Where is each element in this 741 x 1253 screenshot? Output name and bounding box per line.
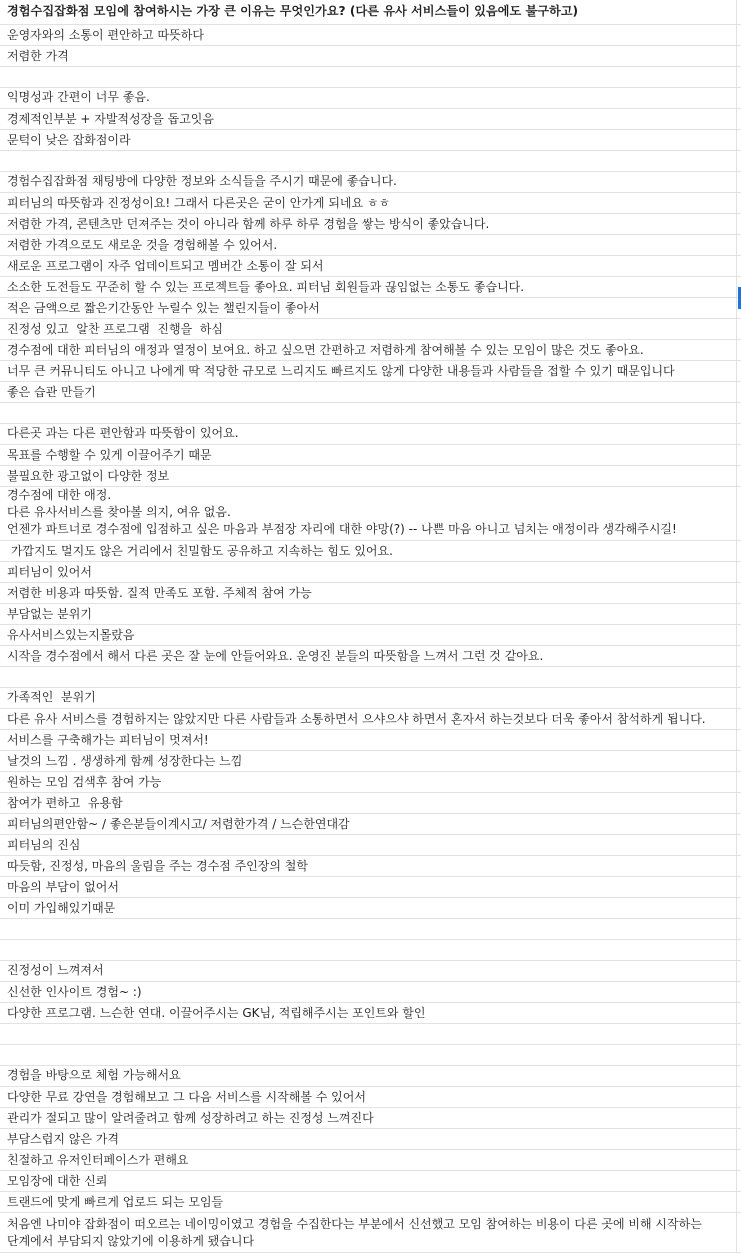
response-cell[interactable]: 경수점에 대한 피터님의 애정과 열정이 보여요. 하고 싶으면 간편하고 저렴하게 참여해볼 수 있는 모임이 많은 것도 좋아요. (0, 340, 737, 360)
response-cell[interactable]: 처음엔 나미야 잡화점이 떠오르는 네이밍이였고 경험을 수집한다는 부분에서 신선했고 모임 참여하는 비용이 다른 곳에 비해 시작하는 단계에서 부담되지 않았기에 이용하게 됐습니다 (0, 1213, 737, 1252)
response-cell[interactable]: 피터님의 진심 (0, 835, 737, 855)
table-row (0, 772, 741, 793)
table-row (0, 1003, 741, 1024)
table-row (0, 688, 741, 709)
response-cell[interactable] (0, 1024, 737, 1044)
table-row (0, 67, 741, 88)
response-cell[interactable]: 부담없는 분위기 (0, 604, 737, 624)
response-cell[interactable]: 목표를 수행할 수 있게 이끌어주기 때문 (0, 445, 737, 465)
response-cell[interactable]: 익명성과 간편이 너무 좋음. (0, 88, 737, 108)
response-cell[interactable]: 운영자와의 소통이 편안하고 따뜻하다 (0, 25, 737, 45)
table-row (0, 445, 741, 466)
response-cell[interactable]: 문턱이 낮은 잡화점이라 (0, 130, 737, 150)
response-cell[interactable]: 모임장에 대한 신뢰 (0, 1171, 737, 1191)
table-row (0, 235, 741, 256)
table-row (0, 151, 741, 172)
table-row (0, 46, 741, 67)
table-row (0, 172, 741, 193)
response-cell[interactable]: 경수점에 대한 애정. 다른 유사서비스를 찾아볼 의지, 여유 없음. 언젠가 파트너로 경수점에 입점하고 싶은 마음과 부점장 자리에 대한 야망(?) -- 나쁜 마음 아니고 넘치는 애정이라 생각해주시길! (0, 487, 737, 540)
response-cell[interactable]: 새로운 프로그램이 자주 업데이트되고 멤버간 소통이 잘 되서 (0, 256, 737, 276)
response-cell[interactable]: 경험수집잡화점 채팅방에 다양한 정보와 소식들을 주시기 때문에 좋습니다. (0, 172, 737, 192)
table-row (0, 961, 741, 982)
table-row (0, 130, 741, 151)
table-row (0, 193, 741, 214)
response-cell[interactable]: 유사서비스있는지몰랐음 (0, 625, 737, 645)
table-row (0, 856, 741, 877)
response-cell[interactable]: 피터님의 따뜻함과 진정성이요! 그래서 다른곳은 굳이 안가게 되네요 ㅎㅎ (0, 193, 737, 213)
response-cell[interactable]: 저렴한 가격으로도 새로운 것을 경험해볼 수 있어서. (0, 235, 737, 255)
response-cell[interactable]: 너무 큰 커뮤니티도 아니고 나에게 딱 적당한 규모로 느리지도 빠르지도 않게 다양한 내용들과 사람들을 접할 수 있기 때문입니다 (0, 361, 737, 381)
table-row (0, 1087, 741, 1108)
response-cell[interactable]: 가깝지도 멀지도 않은 거리에서 친밀함도 공유하고 지속하는 힘도 있어요. (0, 541, 737, 561)
response-cell[interactable]: 관리가 절되고 많이 알려줄려고 함께 성장하려고 하는 진정성 느껴진다 (0, 1108, 737, 1128)
response-cell[interactable]: 서비스를 구축해가는 피터님이 멋져서! (0, 730, 737, 750)
table-row (0, 298, 741, 319)
table-row (0, 1045, 741, 1066)
response-cell[interactable]: 이미 가입해있기때문 (0, 898, 737, 918)
table-row (0, 109, 741, 130)
table-row (0, 88, 741, 109)
table-row (0, 256, 741, 277)
table-row (0, 583, 741, 604)
table-row (0, 361, 741, 382)
response-cell[interactable]: 마음의 부담이 없어서 (0, 877, 737, 897)
table-row (0, 730, 741, 751)
header-row (0, 0, 741, 25)
table-row (0, 1192, 741, 1213)
table-row (0, 340, 741, 361)
response-cell[interactable] (0, 940, 737, 960)
response-cell[interactable] (0, 667, 737, 687)
response-rows (0, 25, 741, 1253)
response-cell[interactable]: 날것의 느낌 . 생생하게 함께 성장한다는 느낌 (0, 751, 737, 771)
response-cell[interactable]: 부담스럽지 않은 가격 (0, 1129, 737, 1149)
table-row (0, 403, 741, 424)
table-row (0, 877, 741, 898)
response-cell[interactable]: 저렴한 가격 (0, 46, 737, 66)
table-row (0, 541, 741, 562)
table-row (0, 1129, 741, 1150)
response-cell[interactable]: 다른 유사 서비스를 경험하지는 않았지만 다른 사람들과 소통하면서 으샤으샤 하면서 혼자서 하는것보다 더욱 좋아서 참석하게 됩니다. (0, 709, 737, 729)
response-cell[interactable]: 경제적인부분 + 자발적성장을 돕고잇음 (0, 109, 737, 129)
table-row (0, 982, 741, 1003)
table-row (0, 25, 741, 46)
table-row (0, 214, 741, 235)
table-row (0, 1213, 741, 1253)
response-cell[interactable]: 시작을 경수점에서 해서 다른 곳은 잘 눈에 안들어와요. 운영진 분들의 따뜻함을 느껴서 그런 것 같아요. (0, 646, 737, 666)
response-cell[interactable]: 저렴한 가격, 콘텐츠만 던져주는 것이 아니라 함께 하루 하루 경험을 쌓는 방식이 좋았습니다. (0, 214, 737, 234)
table-row (0, 424, 741, 445)
table-row (0, 793, 741, 814)
response-cell[interactable] (0, 1045, 737, 1065)
response-cell[interactable]: 친절하고 유저인터페이스가 편해요 (0, 1150, 737, 1170)
header-cell[interactable]: 경험수집잡화점 모임에 참여하시는 가장 큰 이유는 무엇인가요? (다른 유사 서비스들이 있음에도 불구하고) (0, 0, 737, 24)
response-cell[interactable] (0, 67, 737, 87)
table-row (0, 604, 741, 625)
response-cell[interactable]: 경험을 바탕으로 체험 가능해서요 (0, 1066, 737, 1086)
response-cell[interactable]: 신선한 인사이트 경험~ :) (0, 982, 737, 1002)
response-cell[interactable]: 소소한 도전들도 꾸준히 할 수 있는 프로젝트들 좋아요. 피터님 회원들과 끊임없는 소통도 좋습니다. (0, 277, 737, 297)
response-cell[interactable]: 원하는 모임 검색후 참여 가능 (0, 772, 737, 792)
response-cell[interactable]: 진정성 있고 알찬 프로그램 진행을 하심 (0, 319, 737, 339)
table-row (0, 277, 741, 298)
table-row (0, 487, 741, 541)
table-row (0, 466, 741, 487)
response-cell[interactable]: 불필요한 광고없이 다양한 정보 (0, 466, 737, 486)
table-row (0, 751, 741, 772)
response-cell[interactable]: 피터님의편안함~ / 좋은분들이계시고/ 저렴한가격 / 느슨한연대감 (0, 814, 737, 834)
table-row (0, 562, 741, 583)
response-cell[interactable]: 다양한 무료 강연을 경험해보고 그 다음 서비스를 시작해볼 수 있어서 (0, 1087, 737, 1107)
table-row (0, 1171, 741, 1192)
table-row (0, 919, 741, 940)
response-cell[interactable]: 따듯함, 진정성, 마음의 울림을 주는 경수점 주인장의 철학 (0, 856, 737, 876)
response-cell[interactable] (0, 151, 737, 171)
response-cell[interactable] (0, 403, 737, 423)
table-row (0, 1150, 741, 1171)
response-cell[interactable] (0, 919, 737, 939)
response-cell[interactable]: 참여가 편하고 유용함 (0, 793, 737, 813)
response-cell[interactable]: 적은 금액으로 짧은기간동안 누릴수 있는 챌린지들이 좋아서 (0, 298, 737, 318)
table-row (0, 835, 741, 856)
table-row (0, 1108, 741, 1129)
response-cell[interactable]: 다른곳 과는 다른 편안함과 따뜻함이 있어요. (0, 424, 737, 444)
table-row (0, 814, 741, 835)
table-row (0, 625, 741, 646)
response-cell[interactable]: 트랜드에 맞게 빠르게 업로드 되는 모임들 (0, 1192, 737, 1212)
table-row (0, 1066, 741, 1087)
table-row (0, 382, 741, 403)
response-cell[interactable]: 다양한 프로그램. 느슨한 연대. 이끌어주시는 GK님, 적립해주시는 포인트와 할인 (0, 1003, 737, 1023)
response-cell[interactable]: 좋은 습관 만들기 (0, 382, 737, 402)
table-row (0, 1024, 741, 1045)
table-row (0, 940, 741, 961)
response-cell[interactable]: 저렴한 비용과 따뜻함. 질적 만족도 포함. 주체적 참여 가능 (0, 583, 737, 603)
table-row (0, 646, 741, 667)
table-row (0, 709, 741, 730)
table-row (0, 319, 741, 340)
response-cell[interactable]: 진정성이 느껴져서 (0, 961, 737, 981)
response-cell[interactable]: 피터님이 있어서 (0, 562, 737, 582)
table-row (0, 898, 741, 919)
table-row (0, 667, 741, 688)
response-cell[interactable]: 가족적인 분위기 (0, 688, 737, 708)
